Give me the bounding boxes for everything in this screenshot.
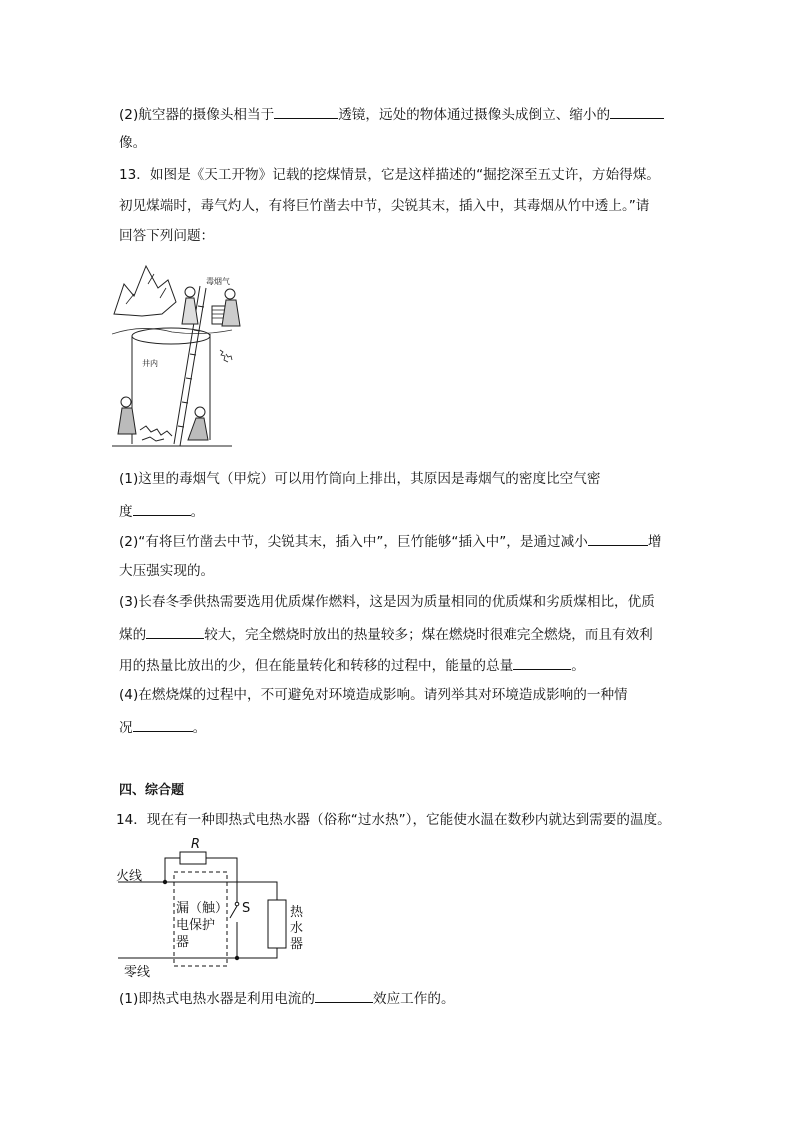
leakage-protector-label-3: 器 <box>176 935 190 950</box>
q12-part2-line2 <box>119 134 146 152</box>
q13-part4-text-c: 。 <box>192 720 207 736</box>
section-four-title: 四、综合题 <box>119 783 185 798</box>
switch-label: S <box>242 901 251 916</box>
resistor-r <box>180 852 206 864</box>
bottom-miner-right-body <box>188 418 208 440</box>
bottom-miner-right-head <box>195 407 205 417</box>
water-heater-circuit-diagram <box>112 832 312 980</box>
q14-part1-blank[interactable] <box>315 988 373 1003</box>
q13-part1-text-c: 。 <box>190 504 205 520</box>
heater-label-3: 器 <box>290 937 304 952</box>
q13-part4-line1: (4)在燃烧煤的过程中，不可避免对环境造成影响。请列举其对环境造成影响的一种情 <box>119 687 628 703</box>
q13-part3-line2 <box>119 624 653 644</box>
q13-part4-line2 <box>119 717 206 737</box>
mountain-shape <box>114 266 176 316</box>
bottom-miner-left-head <box>121 397 131 407</box>
q12-part2-text-b: 透镜，远处的物体通过摄像头成倒立、缩小的 <box>338 107 611 123</box>
leakage-protector-label-2: 电保护 <box>176 918 216 933</box>
top-miner-body <box>182 298 198 324</box>
side-miner-body <box>222 300 240 326</box>
water-heater-element <box>268 900 286 948</box>
heater-return-wire <box>237 948 277 958</box>
smoke-texture <box>220 350 232 362</box>
q13-stem-line1: 13．如图是《天工开物》记载的挖煤情景，它是这样描述的“掘挖深至五丈许，方始得煤。 <box>119 167 660 183</box>
q13-stem-line2: 初见煤端时，毒气灼人，有将巨竹凿去中节，尖锐其末，插入中，其毒烟从竹中透上。”请 <box>119 198 650 214</box>
q13-part4-text-b: 况 <box>119 720 133 736</box>
q13-part2-text-b: 增 <box>647 534 662 550</box>
bottom-miner-left-body <box>118 408 136 434</box>
coal-mining-illustration <box>112 254 244 454</box>
q14-part1-text-b: 效应工作的。 <box>372 991 455 1007</box>
coal-pile <box>140 426 172 441</box>
q13-part3-blank-2[interactable] <box>513 655 571 670</box>
ground-line <box>112 328 232 334</box>
q12-part2-line1 <box>119 104 664 124</box>
leakage-protector-label-1: 漏（触） <box>176 901 229 916</box>
q12-part2-text-a: (2)航空器的摄像头相当于 <box>119 107 275 123</box>
q13-part3-text-b: 煤的 <box>119 627 147 643</box>
neutral-wire-label: 零线 <box>124 965 151 980</box>
q13-part1-blank[interactable] <box>133 501 191 516</box>
q13-part2-blank[interactable] <box>588 531 648 546</box>
q14-part1-line <box>119 988 455 1008</box>
heater-label-1: 热 <box>290 905 304 920</box>
q13-stem-line3: 回答下列问题： <box>119 228 215 244</box>
q13-part3-line3 <box>119 655 585 675</box>
toxic-gas-label: 毒烟气 <box>206 277 230 286</box>
q13-part2-line1 <box>119 531 661 551</box>
top-wire <box>165 882 277 900</box>
q13-part3-text-e: 。 <box>571 658 585 674</box>
q13-part3-text-d: 用的热量比放出的少，但在能量转化和转移的过程中，能量的总量 <box>119 658 514 674</box>
switch-s <box>230 906 237 958</box>
q14-part1-text-a: (1)即热式电热水器是利用电流的 <box>119 991 315 1007</box>
q14-stem: 14．现在有一种即热式电热水器（俗称“过水热”），它能使水温在数秒内就达到需要的温度。 <box>116 812 671 828</box>
q13-part2-text-a: (2)“有将巨竹凿去中节，尖锐其末，插入中”，巨竹能够“插入中”，是通过减小 <box>119 534 588 550</box>
switch-contact <box>235 902 239 906</box>
inside-well-label: 井内 <box>142 359 158 368</box>
q13-part1-text-b: 度 <box>119 504 133 520</box>
q12-part2-blank-1[interactable] <box>274 104 338 119</box>
q13-part1-line1: (1)这里的毒烟气（甲烷）可以用竹筒向上排出，其原因是毒烟气的密度比空气密 <box>119 471 601 487</box>
q13-part3-text-c: 较大，完全燃烧时放出的热量较多；煤在燃烧时很难完全燃烧，而且有效利 <box>204 627 653 643</box>
resistor-label: R <box>191 837 201 852</box>
q12-part2-blank-2[interactable] <box>610 104 664 119</box>
q13-part3-blank-1[interactable] <box>146 624 204 639</box>
top-miner-head <box>185 287 195 297</box>
q13-part4-blank[interactable] <box>133 717 193 732</box>
heater-label-2: 水 <box>290 921 304 936</box>
q13-part2-line2: 大压强实现的。 <box>119 563 215 579</box>
side-miner-head <box>225 289 235 299</box>
q12-part2-text-c: 像。 <box>119 135 147 151</box>
q13-part3-line1: (3)长春冬季供热需要选用优质煤作燃料，这是因为质量相同的优质煤和劣质煤相比，优质 <box>119 594 655 610</box>
q13-part1-line2 <box>119 501 204 521</box>
live-wire-label: 火线 <box>116 869 143 884</box>
